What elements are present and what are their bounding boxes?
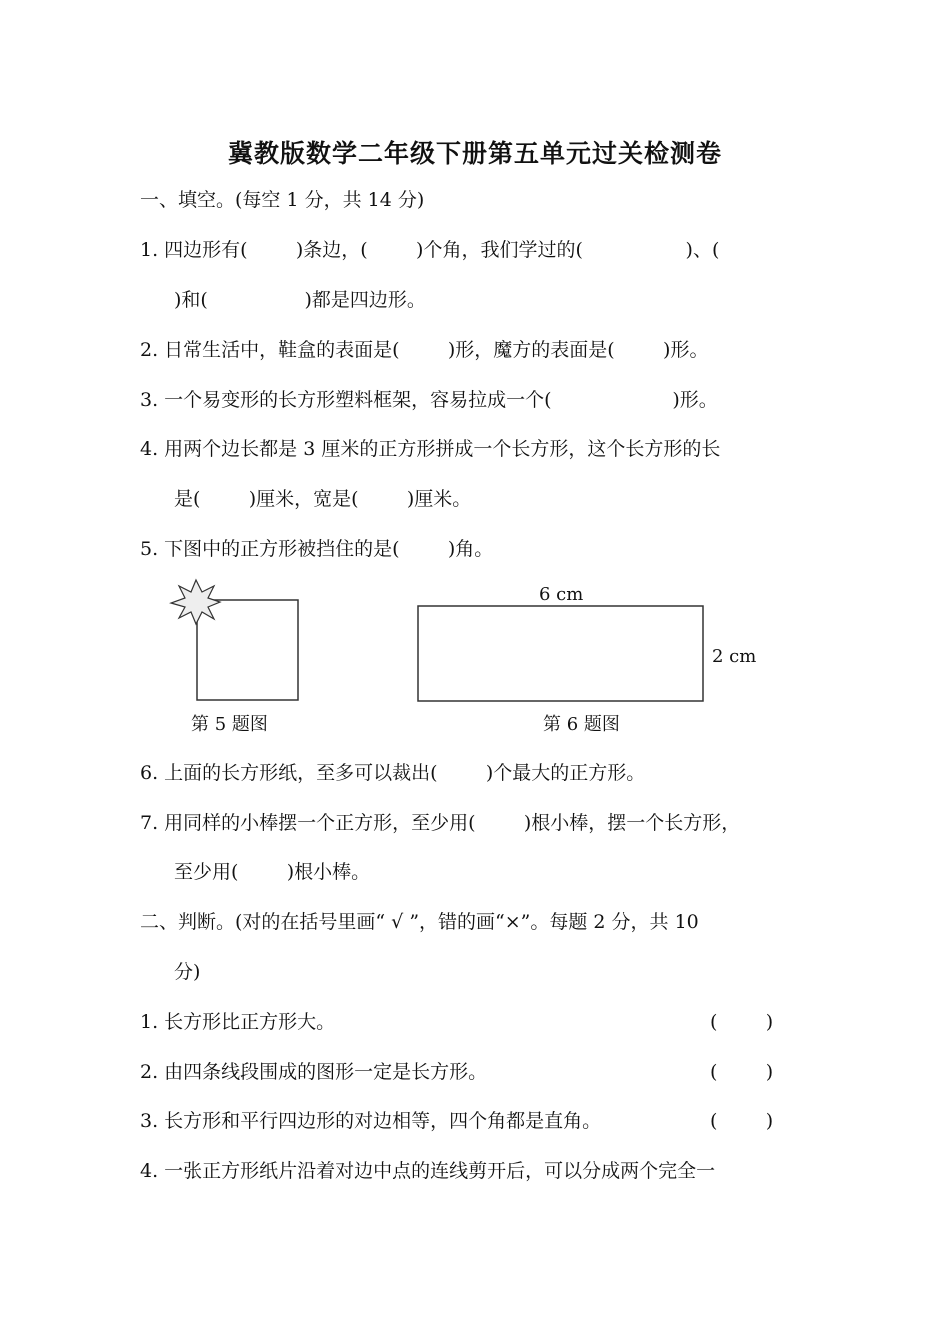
section2-heading-line2: 分) — [174, 961, 201, 983]
judge-item-1: 1. 长方形比正方形大。 — [140, 1011, 336, 1033]
judge-paren-2: ( ) — [710, 1061, 774, 1083]
q3: 3. 一个易变形的长方形塑料框架，容易拉成一个( )形。 — [140, 389, 718, 411]
q4-line2: 是( )厘米，宽是( )厘米。 — [174, 488, 472, 510]
fig5-starburst — [171, 580, 220, 624]
judge-paren-1: ( ) — [710, 1011, 774, 1033]
figures-area — [0, 570, 950, 740]
q4-line1: 4. 用两个边长都是 3 厘米的正方形拼成一个长方形，这个长方形的长 — [140, 438, 721, 460]
page-title: 冀教版数学二年级下册第五单元过关检测卷 — [227, 139, 722, 168]
q5: 5. 下图中的正方形被挡住的是( )角。 — [140, 538, 494, 560]
q7-line2: 至少用( )根小棒。 — [174, 861, 371, 883]
section1-heading: 一、填空。(每空 1 分，共 14 分) — [140, 189, 425, 211]
fig6-height-label: 2 cm — [712, 646, 757, 667]
q7-line1: 7. 用同样的小棒摆一个正方形，至少用( )根小棒，摆一个长方形， — [140, 812, 741, 834]
fig6-caption: 第 6 题图 — [543, 714, 620, 735]
fig5-caption: 第 5 题图 — [191, 714, 268, 735]
section2-heading-line1: 二、判断。(对的在括号里画“ √ ”，错的画“×”。每题 2 分，共 10 — [140, 911, 699, 933]
judge-item-3: 3. 长方形和平行四边形的对边相等，四个角都是直角。 — [140, 1110, 602, 1132]
figures-svg — [0, 570, 950, 740]
judge-item-4: 4. 一张正方形纸片沿着对边中点的连线剪开后，可以分成两个完全一 — [140, 1160, 716, 1182]
fig6-rectangle — [418, 606, 703, 701]
fig6-width-label: 6 cm — [539, 584, 584, 605]
judge-paren-3: ( ) — [710, 1110, 774, 1132]
q6: 6. 上面的长方形纸，至多可以裁出( )个最大的正方形。 — [140, 762, 646, 784]
judge-item-2: 2. 由四条线段围成的图形一定是长方形。 — [140, 1061, 488, 1083]
q2: 2. 日常生活中，鞋盒的表面是( )形，魔方的表面是( )形。 — [140, 339, 709, 361]
q1-line1: 1. 四边形有( )条边，( )个角，我们学过的( )、( — [140, 239, 720, 261]
q1-line2: )和( )都是四边形。 — [174, 289, 426, 311]
